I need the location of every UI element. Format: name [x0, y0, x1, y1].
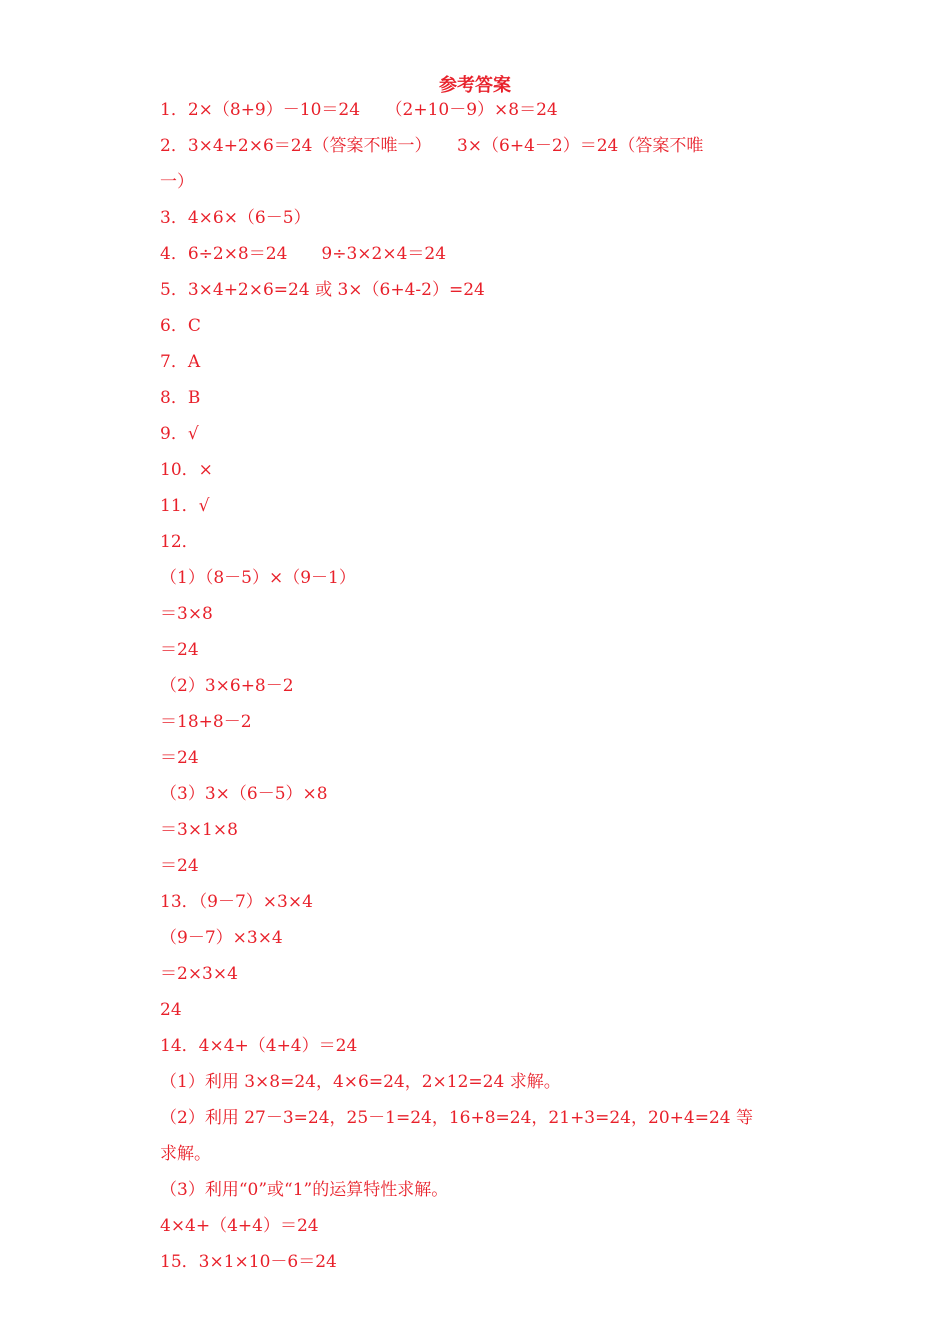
answer-line: （2）利用 27－3=24，25－1=24，16+8=24，21+3=24，20+4=24 等 [160, 1108, 753, 1128]
answer-line: 14．4×4+（4+4）＝24 [160, 1036, 358, 1056]
answer-line: 7．A [160, 352, 201, 372]
answer-line: 6．C [160, 316, 201, 336]
answer-line: 10．× [160, 460, 213, 480]
answer-line: 24 [160, 1000, 182, 1020]
answer-line: （3）利用“0”或“1”的运算特性求解。 [160, 1180, 449, 1200]
answer-list [160, 98, 790, 1286]
answer-line: 一） [160, 172, 194, 192]
answer-line: 5．3×4+2×6=24 或 3×（6+4-2）=24 [160, 280, 485, 300]
answer-line: （1）利用 3×8=24，4×6=24，2×12=24 求解。 [160, 1072, 561, 1092]
answer-line: 4×4+（4+4）＝24 [160, 1216, 319, 1236]
answer-line: ＝3×8 [160, 604, 213, 624]
page-title: 参考答案 [439, 75, 511, 96]
answer-line: ＝24 [160, 748, 199, 768]
answer-line: （2）3×6+8－2 [160, 676, 294, 696]
answer-line: 13．（9－7）×3×4 [160, 892, 313, 912]
answer-line: 1．2×（8+9）－10＝24 （2+10－9）×8＝24 [160, 100, 558, 120]
answer-line: 4．6÷2×8＝24 9÷3×2×4＝24 [160, 244, 447, 264]
answer-line: 8．B [160, 388, 201, 408]
answer-line: （3）3×（6－5）×8 [160, 784, 328, 804]
answer-line: ＝24 [160, 856, 199, 876]
answer-line: （9－7）×3×4 [160, 928, 283, 948]
answer-line: 12． [160, 532, 199, 552]
answer-line: ＝2×3×4 [160, 964, 238, 984]
answer-line: 3．4×6×（6－5） [160, 208, 311, 228]
answer-line: ＝24 [160, 640, 199, 660]
answer-line: 9．√ [160, 424, 199, 444]
answer-line: ＝18+8－2 [160, 712, 252, 732]
answer-line: 15．3×1×10－6＝24 [160, 1252, 337, 1272]
answer-line: 求解。 [160, 1144, 211, 1164]
answer-line: 11．√ [160, 496, 210, 516]
answer-line: 2．3×4+2×6＝24（答案不唯一） 3×（6+4－2）＝24（答案不唯 [160, 136, 704, 156]
answer-line: （1）（8－5）×（9－1） [160, 568, 356, 588]
answer-line: ＝3×1×8 [160, 820, 238, 840]
